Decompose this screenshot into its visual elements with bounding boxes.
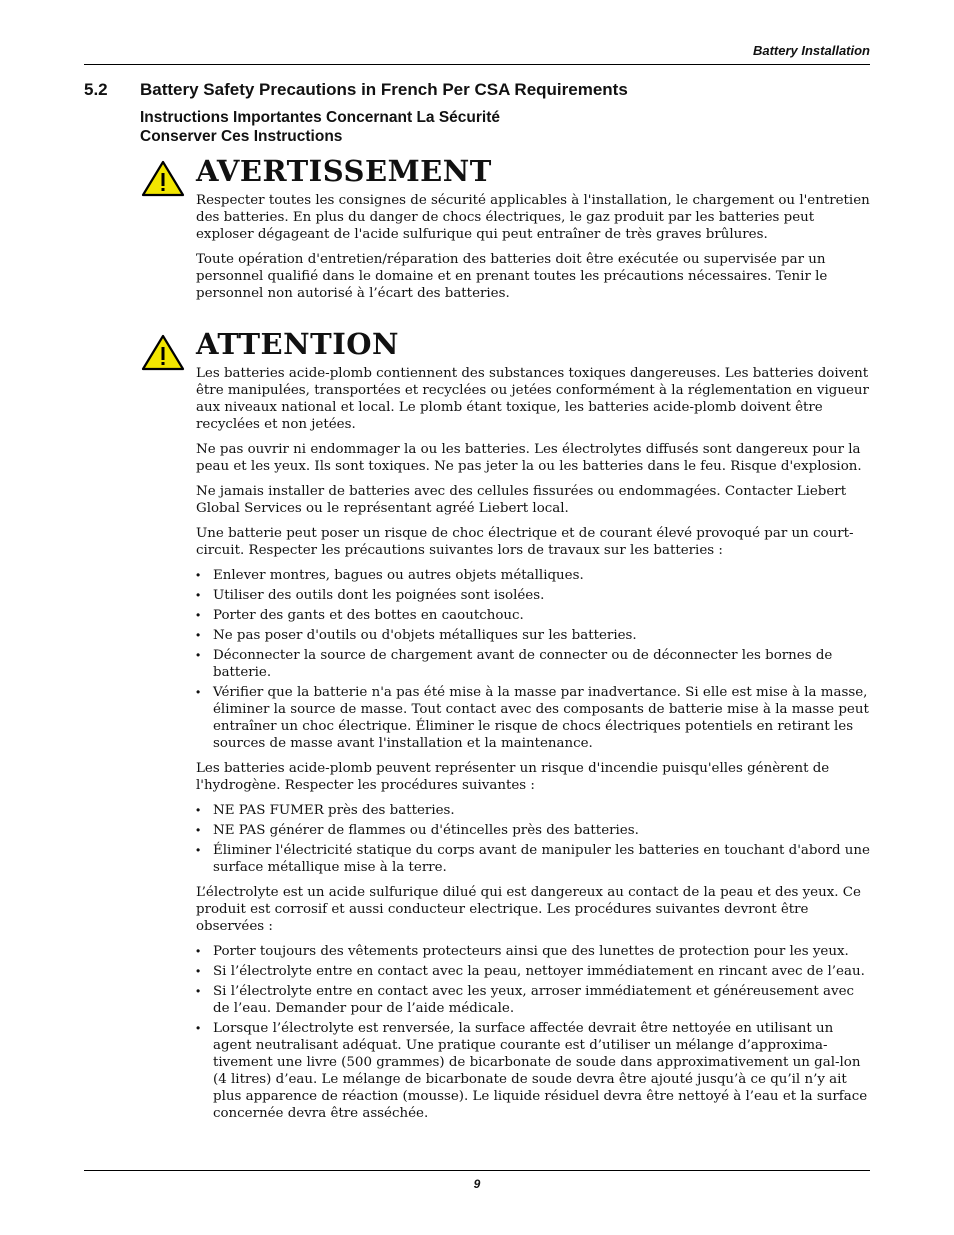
list-item: • Éliminer l'électricité statique du corps avant de manipuler les batteries en touchant d'abord une surface métallique mise à la terre. bbox=[196, 842, 872, 876]
list-item: • NE PAS FUMER près des batteries. bbox=[196, 802, 872, 819]
running-header: Battery Installation bbox=[752, 43, 870, 58]
warning-triangle-icon bbox=[140, 332, 186, 372]
attention-paragraph: Ne jamais installer de batteries avec des cellules fissurées ou endommagées. Contacter Liebert Global Services ou le représentant agréé Liebert local. bbox=[196, 484, 847, 516]
avertissement-body bbox=[196, 192, 872, 302]
subtitle-instructions: Instructions Importantes Concernant La Sécurité bbox=[140, 109, 501, 126]
attention-paragraph: Les batteries acide-plomb peuvent représenter un risque d'incendie puisqu'elles génèrent de l'hydrogène. Respecter les procédures suivantes : bbox=[196, 761, 830, 793]
list-item: • Si l’électrolyte entre en contact avec la peau, nettoyer immédiatement en rincant avec de l’eau. bbox=[196, 963, 872, 980]
list-item: • Lorsque l’électrolyte est renversée, la surface affectée devrait être nettoyée en utilisant un agent neutralisant adéquat. Une pratique courante est d’utiliser un mélange d’approxima-tivement une livre (500 grammes) de bicarbonate de soude dans approximativement un gal-lon (4 litres) d’eau. Le mélange de bicarbonate de soude devra être ajouté jusqu’à ce qu’il n’y ait plus apparence de réaction (mousse). Le liquide résiduel devra être nettoyé à l’eau et la surface concernée devra être asséchée. bbox=[196, 1020, 872, 1122]
attention-heading: ATTENTION bbox=[196, 327, 400, 361]
page-number: 9 bbox=[473, 1177, 481, 1191]
list-item: • Utiliser des outils dont les poignées sont isolées. bbox=[196, 587, 872, 604]
section-number: 5.2 bbox=[84, 80, 108, 99]
avertissement-paragraph: Respecter toutes les consignes de sécurité applicables à l'installation, le chargement ou l'entretien des batteries. En plus du danger de chocs électriques, le gaz produit par les batteries peut exploser dégageant de l'acide sulfurique qui peut entraîner de très graves brûlures. bbox=[196, 193, 870, 242]
list-item: • NE PAS générer de flammes ou d'étincelles près des batteries. bbox=[196, 822, 872, 839]
electrolyte-procedures-list bbox=[196, 943, 872, 1122]
list-item: • Vérifier que la batterie n'a pas été mise à la masse par inadvertance. Si elle est mise à la masse, éliminer la source de masse. Tout contact avec des composants de batterie mise à la masse peut entraîner un choc électrique. Éliminer le risque de chocs électriques potentiels en retirant les sources de masse avant l'installation et la maintenance. bbox=[196, 684, 872, 752]
subtitle-conserver: Conserver Ces Instructions bbox=[140, 128, 343, 145]
list-item: • Enlever montres, bagues ou autres objets métalliques. bbox=[196, 567, 872, 584]
attention-paragraph: Les batteries acide-plomb contiennent des substances toxiques dangereuses. Les batteries doivent être manipulées, transportées et recyclées ou jetées conformément à la réglementation en vigueur aux niveaux national et local. Le plomb étant toxique, les batteries acide-plomb doivent être recyclées et non jetées. bbox=[196, 366, 869, 432]
list-item: • Porter toujours des vêtements protecteurs ainsi que des lunettes de protection pour les yeux. bbox=[196, 943, 872, 960]
avertissement-heading: AVERTISSEMENT bbox=[196, 154, 492, 188]
attention-body bbox=[196, 365, 872, 1122]
footer-rule bbox=[84, 1170, 870, 1171]
avertissement-paragraph: Toute opération d'entretien/réparation des batteries doit être exécutée ou supervisée par un personnel qualifié dans le domaine et en prenant toutes les précautions nécessaires. Tenir le personnel non autorisé à l’écart des batteries. bbox=[196, 252, 828, 301]
warning-triangle-icon bbox=[140, 158, 186, 198]
list-item: • Ne pas poser d'outils ou d'objets métalliques sur les batteries. bbox=[196, 627, 872, 644]
header-rule bbox=[84, 64, 870, 65]
short-circuit-precautions-list bbox=[196, 567, 872, 752]
attention-paragraph: L’électrolyte est un acide sulfurique dilué qui est dangereux au contact de la peau et des yeux. Ce produit est corrosif et aussi conducteur electrique. Les procédures suivantes devront être observées : bbox=[196, 885, 861, 934]
section-title: Battery Safety Precautions in French Per CSA Requirements bbox=[140, 80, 628, 99]
list-item: • Porter des gants et des bottes en caoutchouc. bbox=[196, 607, 872, 624]
list-item: • Déconnecter la source de chargement avant de connecter ou de déconnecter les bornes de batterie. bbox=[196, 647, 872, 681]
list-item: • Si l’électrolyte entre en contact avec les yeux, arroser immédiatement et généreusement avec de l’eau. Demander pour de l’aide médicale. bbox=[196, 983, 872, 1017]
attention-paragraph: Une batterie peut poser un risque de choc électrique et de courant élevé provoqué par un court-circuit. Respecter les précautions suivantes lors de travaux sur les batteries : bbox=[196, 526, 854, 558]
fire-precautions-list bbox=[196, 802, 872, 876]
attention-paragraph: Ne pas ouvrir ni endommager la ou les batteries. Les électrolytes diffusés sont dangereux pour la peau et les yeux. Ils sont toxiques. Ne pas jeter la ou les batteries dans le feu. Risque d'explosion. bbox=[196, 442, 862, 474]
